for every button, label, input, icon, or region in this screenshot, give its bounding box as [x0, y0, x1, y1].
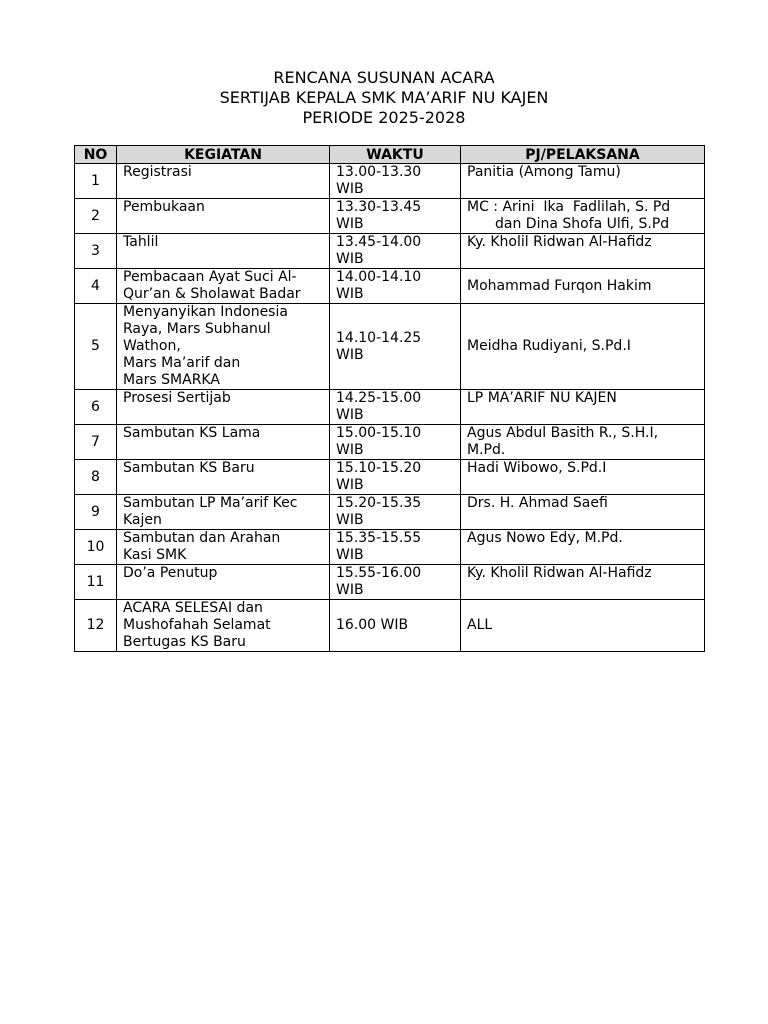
- cell-kegiatan: Sambutan LP Ma’arif Kec Kajen: [117, 495, 330, 530]
- cell-waktu: 15.55-16.00 WIB: [330, 565, 461, 600]
- table-row: [75, 565, 705, 600]
- cell-kegiatan: ACARA SELESAI dan Mushofahah Selamat Bertugas KS Baru: [117, 600, 330, 652]
- cell-waktu: 13.45-14.00 WIB: [330, 234, 461, 269]
- cell-kegiatan: Registrasi: [117, 164, 330, 199]
- cell-no: 8: [75, 460, 117, 495]
- table-row: [75, 269, 705, 304]
- cell-kegiatan: Sambutan KS Baru: [117, 460, 330, 495]
- schedule-table: [74, 145, 705, 652]
- title-line-1: RENCANA SUSUNAN ACARA: [273, 68, 495, 87]
- cell-kegiatan: Pembacaan Ayat Suci Al- Qur’an & Sholawat Badar: [117, 269, 330, 304]
- header-kegiatan: KEGIATAN: [117, 146, 330, 164]
- cell-waktu: 13.30-13.45 WIB: [330, 199, 461, 234]
- document-title: [0, 68, 768, 128]
- table-row: [75, 199, 705, 234]
- cell-waktu: 14.00-14.10 WIB: [330, 269, 461, 304]
- cell-pj: Panitia (Among Tamu): [461, 164, 705, 199]
- cell-pj: Drs. H. Ahmad Saefi: [461, 495, 705, 530]
- title-line-2: SERTIJAB KEPALA SMK MA’ARIF NU KAJEN: [219, 88, 549, 107]
- cell-no: 4: [75, 269, 117, 304]
- cell-no: 10: [75, 530, 117, 565]
- table-header-row: [75, 146, 705, 164]
- cell-no: 7: [75, 425, 117, 460]
- cell-kegiatan: Sambutan dan Arahan Kasi SMK: [117, 530, 330, 565]
- cell-pj: Agus Nowo Edy, M.Pd.: [461, 530, 705, 565]
- cell-kegiatan: Do’a Penutup: [117, 565, 330, 600]
- cell-pj: Ky. Kholil Ridwan Al-Hafidz: [461, 565, 705, 600]
- cell-kegiatan: Sambutan KS Lama: [117, 425, 330, 460]
- table-row: [75, 390, 705, 425]
- cell-pj: ALL: [461, 600, 705, 652]
- cell-pj: Mohammad Furqon Hakim: [461, 269, 705, 304]
- cell-kegiatan: Pembukaan: [117, 199, 330, 234]
- cell-waktu: 15.20-15.35 WIB: [330, 495, 461, 530]
- cell-pj: MC : Arini Ika Fadlilah, S. Pd dan Dina Shofa Ulfi, S.Pd: [461, 199, 705, 234]
- cell-pj: Agus Abdul Basith R., S.H.I, M.Pd.: [461, 425, 705, 460]
- cell-no: 6: [75, 390, 117, 425]
- cell-kegiatan: Tahlil: [117, 234, 330, 269]
- table-row: [75, 600, 705, 652]
- table-row: [75, 304, 705, 390]
- cell-kegiatan: Prosesi Sertijab: [117, 390, 330, 425]
- title-line-3: PERIODE 2025-2028: [302, 108, 466, 127]
- cell-kegiatan: Menyanyikan Indonesia Raya, Mars Subhanul Wathon, Mars Ma’arif dan Mars SMARKA: [117, 304, 330, 390]
- cell-no: 11: [75, 565, 117, 600]
- cell-waktu: 15.10-15.20 WIB: [330, 460, 461, 495]
- cell-no: 3: [75, 234, 117, 269]
- header-waktu: WAKTU: [330, 146, 461, 164]
- cell-waktu: 13.00-13.30 WIB: [330, 164, 461, 199]
- table-row: [75, 530, 705, 565]
- cell-no: 12: [75, 600, 117, 652]
- cell-pj: Meidha Rudiyani, S.Pd.I: [461, 304, 705, 390]
- cell-no: 9: [75, 495, 117, 530]
- table-row: [75, 164, 705, 199]
- table-row: [75, 425, 705, 460]
- table-row: [75, 460, 705, 495]
- table-row: [75, 234, 705, 269]
- cell-waktu: 14.10-14.25 WIB: [330, 304, 461, 390]
- cell-no: 2: [75, 199, 117, 234]
- cell-waktu: 15.00-15.10 WIB: [330, 425, 461, 460]
- cell-pj: LP MA’ARIF NU KAJEN: [461, 390, 705, 425]
- cell-waktu: 16.00 WIB: [330, 600, 461, 652]
- cell-pj: Hadi Wibowo, S.Pd.I: [461, 460, 705, 495]
- header-no: NO: [75, 146, 117, 164]
- cell-pj: Ky. Kholil Ridwan Al-Hafidz: [461, 234, 705, 269]
- cell-no: 5: [75, 304, 117, 390]
- cell-no: 1: [75, 164, 117, 199]
- cell-waktu: 15.35-15.55 WIB: [330, 530, 461, 565]
- table-row: [75, 495, 705, 530]
- header-pj: PJ/PELAKSANA: [461, 146, 705, 164]
- cell-waktu: 14.25-15.00 WIB: [330, 390, 461, 425]
